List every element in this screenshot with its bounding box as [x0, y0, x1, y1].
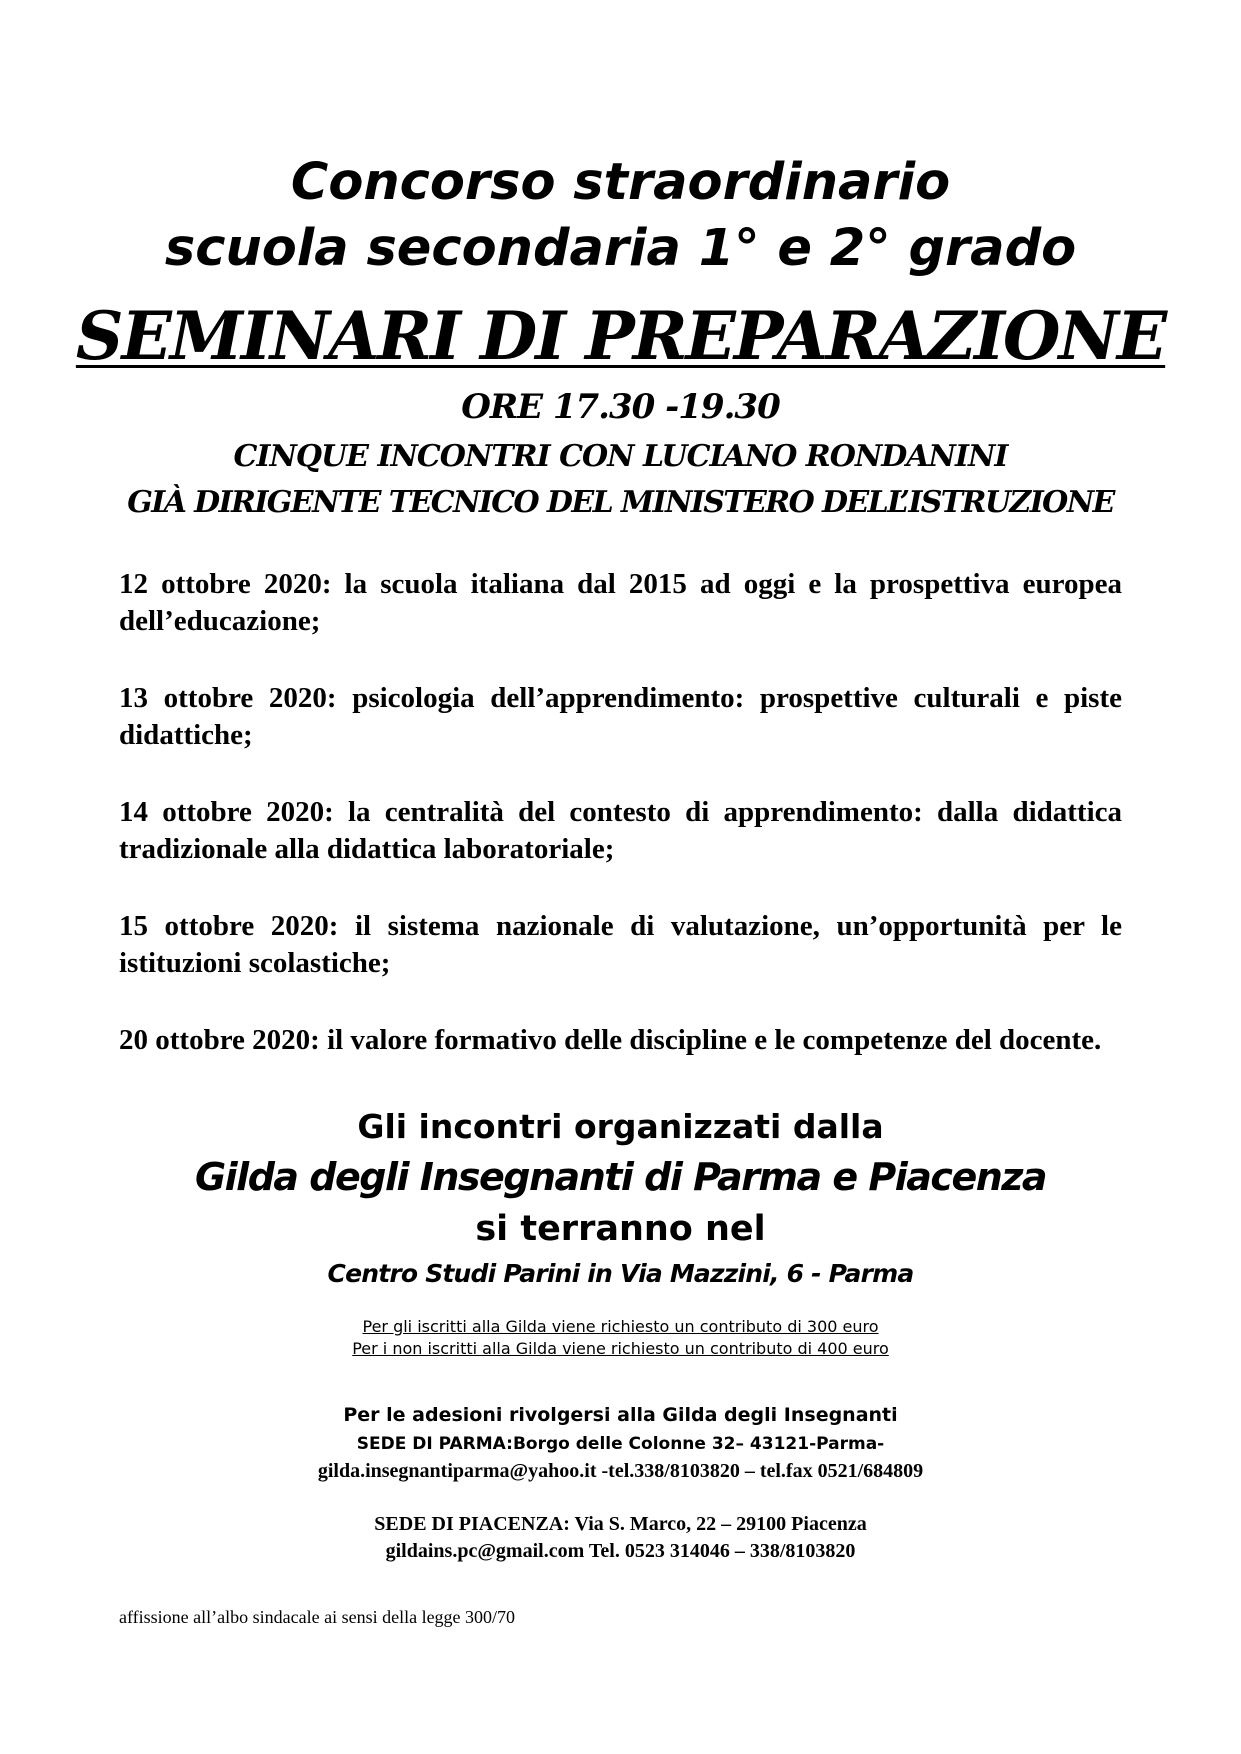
- footer-note: affissione all’albo sindacale ai sensi della legge 300/70: [119, 1607, 516, 1627]
- piacenza-contacts: gildains.pc@gmail.com Tel. 0523 314046 – 338/8103820: [385, 1540, 856, 1562]
- speaker-role: GIÀ DIRIGENTE TECNICO DEL MINISTERO DELL’ISTRUZIONE: [127, 485, 1114, 520]
- event-item: 12 ottobre 2020: la scuola italiana dal 2015 ad oggi e la prospettiva europea dell’educazione;: [119, 568, 1122, 637]
- contacts-heading: Per le adesioni rivolgersi alla Gilda degli Insegnanti: [343, 1404, 898, 1426]
- event-item: 20 ottobre 2020: il valore formativo delle discipline e le competenze del docente.: [119, 1024, 1102, 1056]
- fee-members: Per gli iscritti alla Gilda viene richiesto un contributo di 300 euro: [362, 1317, 879, 1336]
- organizer-intro: Gli incontri organizzati dalla: [357, 1107, 884, 1146]
- fee-non-members: Per i non iscritti alla Gilda viene richiesto un contributo di 400 euro: [352, 1339, 889, 1358]
- event-item: 13 ottobre 2020: psicologia dell’apprendimento: prospettive culturali e piste didattiche;: [119, 682, 1122, 751]
- piacenza-address: SEDE DI PIACENZA: Via S. Marco, 22 – 29100 Piacenza: [374, 1513, 867, 1535]
- speaker-line: CINQUE INCONTRI CON LUCIANO RONDANINI: [233, 439, 1008, 474]
- title-line-1: Concorso straordinario: [290, 153, 951, 212]
- event-item: 14 ottobre 2020: la centralità del contesto di apprendimento: dalla didattica tradizionale alla didattica laboratoriale;: [119, 796, 1122, 865]
- organizer-location-intro: si terranno nel: [475, 1209, 766, 1249]
- parma-contacts: gilda.insegnantiparma@yahoo.it -tel.338/8103820 – tel.fax 0521/684809: [317, 1460, 924, 1482]
- organizer-name: Gilda degli Insegnanti di Parma e Piacenza: [194, 1155, 1047, 1199]
- event-item: 15 ottobre 2020: il sistema nazionale di valutazione, un’opportunità per le istituzioni scolastiche;: [119, 910, 1122, 979]
- venue-address: Centro Studi Parini in Via Mazzini, 6 - Parma: [327, 1259, 914, 1288]
- event-list: [119, 566, 1122, 1059]
- title-line-2: scuola secondaria 1° e 2° grado: [164, 219, 1077, 278]
- schedule-time: ORE 17.30 -19.30: [461, 387, 780, 427]
- main-heading: SEMINARI DI PREPARAZIONE: [75, 297, 1166, 375]
- parma-address: SEDE DI PARMA:Borgo delle Colonne 32– 43121-Parma-: [356, 1434, 885, 1454]
